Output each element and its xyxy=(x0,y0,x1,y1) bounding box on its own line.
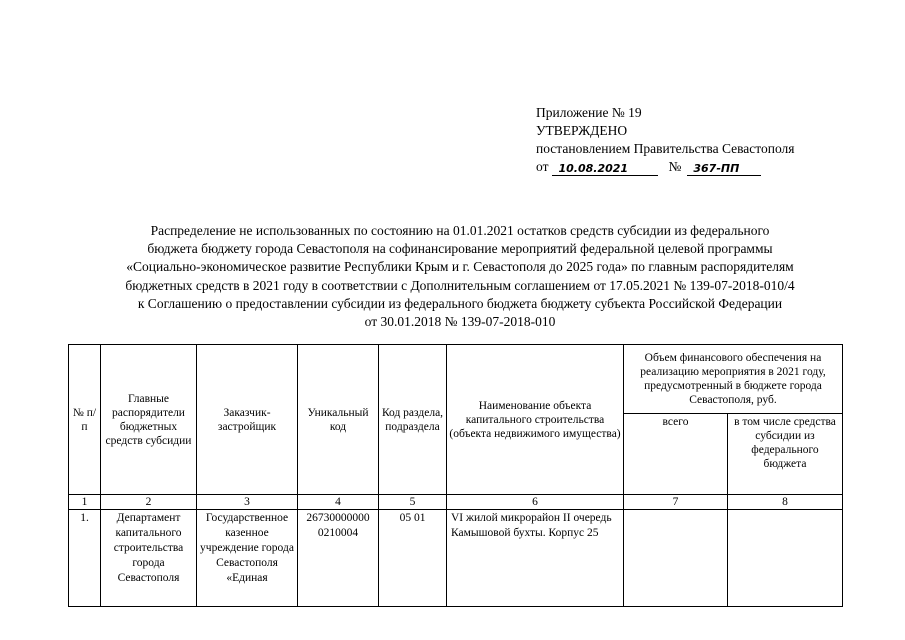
approved-by: постановлением Правительства Севастополя xyxy=(536,141,795,156)
row-manager: Департамент капитального строительства города Севастополя xyxy=(101,510,197,607)
title-line: Распределение не использованных по состоянию на 01.01.2021 остатков средств субсидии из федерального xyxy=(150,223,770,238)
column-number: 2 xyxy=(101,495,197,510)
distribution-table xyxy=(68,344,843,607)
row-object-name: VI жилой микрорайон II очередь Камышовой бухты. Корпус 25 xyxy=(447,510,624,607)
column-number: 3 xyxy=(197,495,298,510)
resolution-number: 367-ПП xyxy=(687,162,761,176)
title-line: бюджетных средств в 2021 году в соответствии с Дополнительным соглашением от 17.05.2021 № 139-07-2018-010/4 xyxy=(125,277,795,293)
header-row xyxy=(69,345,843,414)
header-num: № п/п xyxy=(69,345,101,495)
column-number-row xyxy=(69,495,843,510)
header-managers: Главные распорядители бюджетных средств субсидии xyxy=(101,345,197,495)
title-line: бюджета бюджету города Севастополя на софинансирование мероприятий федеральной целевой программы xyxy=(147,241,773,257)
column-number: 5 xyxy=(379,495,447,510)
table-row xyxy=(69,510,843,607)
approved-label: УТВЕРЖДЕНО xyxy=(536,123,628,138)
header-federal: в том числе средства субсидии из федерального бюджета xyxy=(728,414,843,495)
header-object-name: Наименование объекта капитального строительства (объекта недвижимого имущества) xyxy=(447,345,624,495)
header-unique-code: Уникальный код xyxy=(298,345,379,495)
title-line: к Соглашению о предоставлении субсидии из федерального бюджета бюджету субъекта Российской Федерации xyxy=(137,295,783,311)
row-unique-code: 26730000000 0210004 xyxy=(298,510,379,607)
resolution-signature-row xyxy=(536,158,795,176)
column-number: 8 xyxy=(728,495,843,510)
row-section-code: 05 01 xyxy=(379,510,447,607)
column-number: 7 xyxy=(624,495,728,510)
row-federal xyxy=(728,510,843,607)
appendix-number: Приложение № 19 xyxy=(536,105,642,120)
document-title xyxy=(60,222,860,331)
title-line: «Социально-экономическое развитие Республики Крым и г. Севастополя до 2025 года» по главным распорядителям xyxy=(126,259,794,275)
header-customer: Заказчик-застройщик xyxy=(197,345,298,495)
header-funding: Объем финансового обеспечения на реализацию мероприятия в 2021 году, предусмотренный в бюджете города Севастополя, руб. xyxy=(624,345,843,414)
column-number: 1 xyxy=(69,495,101,510)
number-label: № xyxy=(668,159,682,174)
column-number: 4 xyxy=(298,495,379,510)
resolution-date: 10.08.2021 xyxy=(552,162,658,176)
column-number: 6 xyxy=(447,495,624,510)
row-customer: Государственное казенное учреждение города Севастополя «Единая xyxy=(197,510,298,607)
header-total: всего xyxy=(624,414,728,495)
header-section-code: Код раздела, подраздела xyxy=(379,345,447,495)
appendix-block xyxy=(536,104,795,176)
title-line: от 30.01.2018 № 139-07-2018-010 xyxy=(364,314,556,330)
row-num: 1. xyxy=(69,510,101,607)
row-total xyxy=(624,510,728,607)
date-label: от xyxy=(536,159,549,174)
